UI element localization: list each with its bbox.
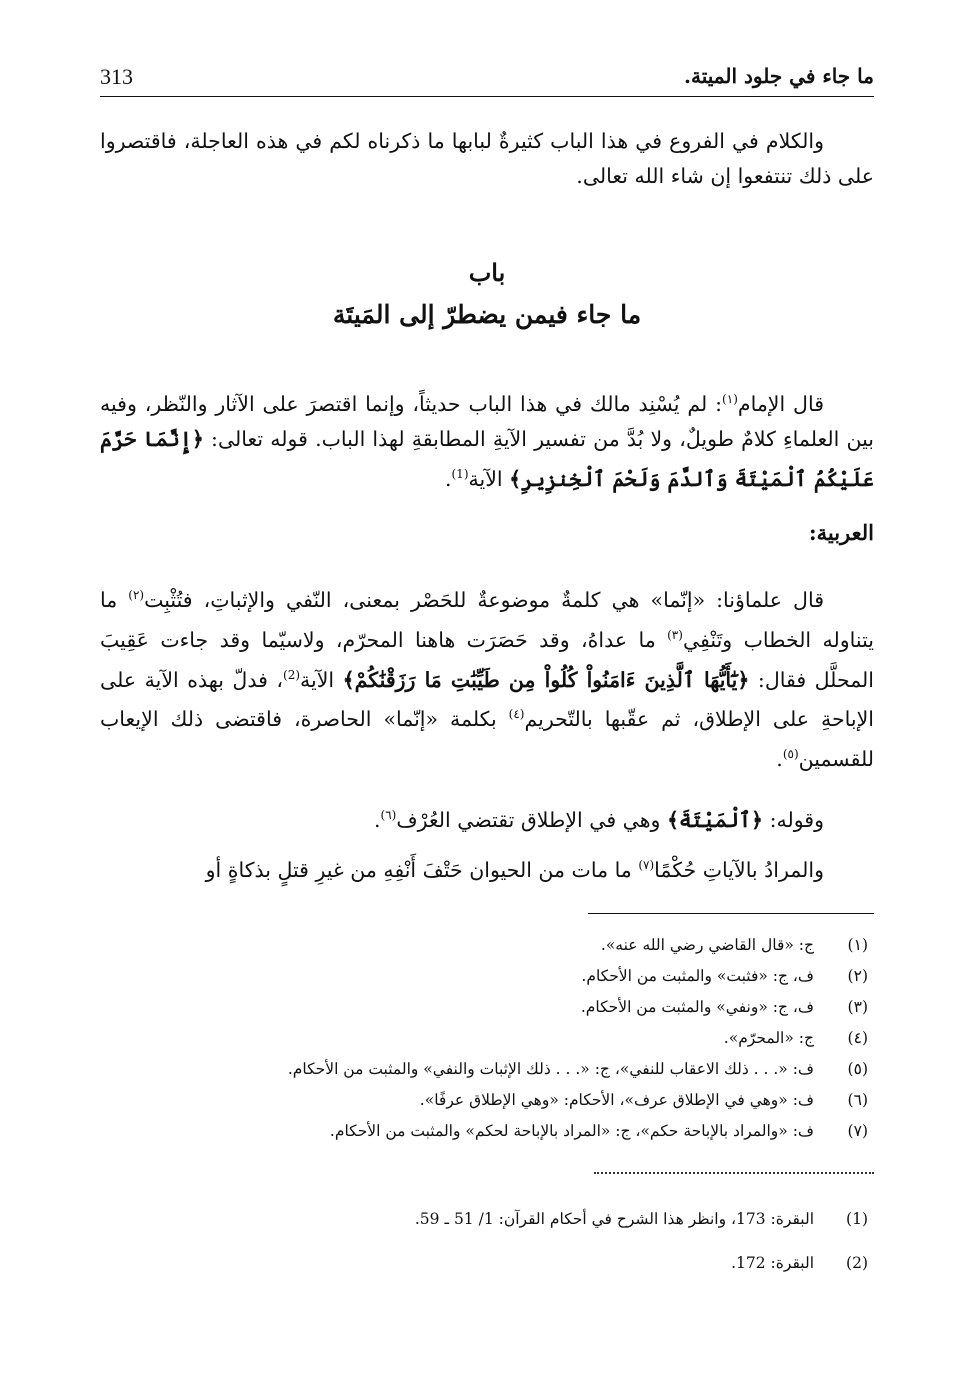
footnote-ref: (٧) xyxy=(638,858,655,872)
paragraph-text: ما يتناوله الخطاب وتَنْفِي xyxy=(100,587,874,652)
paragraph-text: الآية xyxy=(468,466,510,491)
footnote-number: (٤) xyxy=(847,1029,868,1047)
paragraph-text: وهي في الإطلاق تقتضي العُرْف xyxy=(396,807,667,832)
paragraph-text: ما عداهُ، وقد حَصَرَت هاهنا المحرّم، ولاسيّما وقد جاءت عَقِيبَ المحلَّل فقال: xyxy=(100,627,874,692)
footnote-ref: (٦) xyxy=(380,808,397,822)
footnote-item xyxy=(100,1023,874,1054)
paragraph-text: . xyxy=(444,466,452,491)
footnote-item xyxy=(100,1241,874,1285)
paragraph-text: ما مات من الحيوان حَتْفَ أَنْفِهِ من غيرِ قتلٍ بذكاةٍ أو xyxy=(205,857,639,882)
footnote-number: (٥) xyxy=(847,1060,868,1078)
footnote-ref: (٥) xyxy=(782,747,799,762)
page-header xyxy=(100,62,874,97)
paragraph-text: . xyxy=(776,747,783,772)
paragraph-text: : لم يُسْنِد مالك في هذا الباب حديثاً، وإنما اقتصرَ على الآثار والنّظر، وفيه بين العلماءِ كلامٌ طويلٌ، ولا بُدَّ من تفسير الآيةِ المطابقةِ لهذا الباب. قوله تعالى: xyxy=(100,391,875,451)
intro-paragraph: والكلام في الفروع في هذا الباب كثيرةٌ لبابها ما ذكرناه لكم في هذه العاجلة، فاقتصروا على ذلك تنتفعوا إن شاء الله تعالى. xyxy=(100,129,874,188)
footnote-dotted-divider xyxy=(594,1172,874,1174)
footnote-ref: (٤) xyxy=(508,707,525,722)
footnote-number: (2) xyxy=(846,1254,868,1272)
source-footnotes xyxy=(100,1197,874,1285)
paragraph-ulama xyxy=(100,578,874,777)
chapter-title: ما جاء فيمن يضطرّ إلى المَيتَة xyxy=(332,300,642,329)
running-title: ما جاء في جلود الميتة. xyxy=(684,64,874,88)
footnote-number: (٧) xyxy=(847,1122,868,1140)
paragraph-qawluh xyxy=(100,798,874,838)
paragraph-text: بكلمة «إنّما» الحاصرة، فاقتضى ذلك الإيعاب للقسمين xyxy=(100,707,874,772)
footnote-text: ف، ج: «ونفي» والمثبت من الأحكام. xyxy=(580,998,814,1016)
paragraph-text: والمرادُ بالآياتِ حُكْمًا xyxy=(654,857,824,882)
footnote-text: ف: «والمراد بالإباحة حكم»، ج: «المراد بالإباحة لحكم» والمثبت من الأحكام. xyxy=(329,1122,814,1140)
footnote-item xyxy=(100,930,874,961)
footnote-ref: (١) xyxy=(722,392,738,406)
footnote-text: ج: «المحرّم». xyxy=(723,1029,814,1047)
footnote-ref: (2) xyxy=(283,667,301,682)
footnote-item xyxy=(100,1085,874,1116)
footnote-number: (٣) xyxy=(847,998,868,1016)
footnote-number: (١) xyxy=(847,936,868,954)
footnote-ref: (1) xyxy=(451,466,469,481)
paragraph-text: قال الإمام xyxy=(737,391,824,416)
footnote-item xyxy=(100,1054,874,1085)
paragraph-text: . xyxy=(373,807,381,832)
paragraph-murad xyxy=(100,848,874,888)
footnote-text: البقرة: 172. xyxy=(731,1254,814,1272)
footnote-text: ف: «وهي في الإطلاق عرف»، الأحكام: «وهي الإطلاق عرفًا». xyxy=(419,1091,814,1109)
footnote-ref: (٣) xyxy=(667,627,683,642)
footnote-number: (1) xyxy=(846,1210,868,1228)
footnote-text: ف، ج: «فثبت» والمثبت من الأحكام. xyxy=(581,967,814,985)
page-number: 313 xyxy=(100,64,133,89)
footnote-number: (٢) xyxy=(847,967,868,985)
paragraph-imam xyxy=(100,382,874,497)
footnote-item xyxy=(100,1116,874,1147)
footnote-item xyxy=(100,1197,874,1241)
footnote-text: ج: «قال القاضي رضي الله عنه». xyxy=(600,936,814,954)
paragraph-text: قال علماؤنا: «إنّما» هي كلمةٌ موضوعةٌ للحَصْر بمعنى، النّفي والإثباتِ، فتُثْبِت xyxy=(144,587,824,612)
footnote-text: البقرة: 173، وانظر هذا الشرح في أحكام القرآن: 1/ 51 ـ 59. xyxy=(414,1210,814,1228)
footnote-ref: (٢) xyxy=(128,588,145,602)
footnote-text: ف: «. . . ذلك الاعقاب للنفي»، ج: «. . . ذلك الإثبات والنفي» والمثبت من الأحكام. xyxy=(287,1060,814,1078)
quran-verse: ﴿ٱلْمَيْتَةَ﴾ xyxy=(666,807,764,832)
chapter-label: باب xyxy=(468,258,506,287)
quran-verse: ﴿يَٰٓأَيُّهَا ٱلَّذِينَ ءَامَنُواْ كُلُواْ مِن طَيِّبَٰتِ مَا رَزَقْنَٰكُمْ﴾ xyxy=(342,667,750,692)
quran-verse: ﴿إِنَّمَا حَرَّمَ عَلَيْكُمُ ٱلْمَيْتَةَ وَٱلدَّمَ وَلَحْمَ ٱلْخِنزِيرِ﴾ xyxy=(100,426,874,491)
footnote-item xyxy=(100,992,874,1023)
paragraph-text: الآية xyxy=(300,667,343,692)
section-heading: العربية: xyxy=(808,520,874,545)
variant-footnotes xyxy=(100,930,874,1147)
footnote-number: (٦) xyxy=(847,1091,868,1109)
footnote-divider xyxy=(588,913,874,914)
footnote-item xyxy=(100,961,874,992)
paragraph-text: ، فدلّ بهذه الآية على الإباحةِ على الإطلاق، ثم عقّبها بالتّحريم xyxy=(100,667,874,732)
paragraph-text: وقوله: xyxy=(763,807,824,832)
